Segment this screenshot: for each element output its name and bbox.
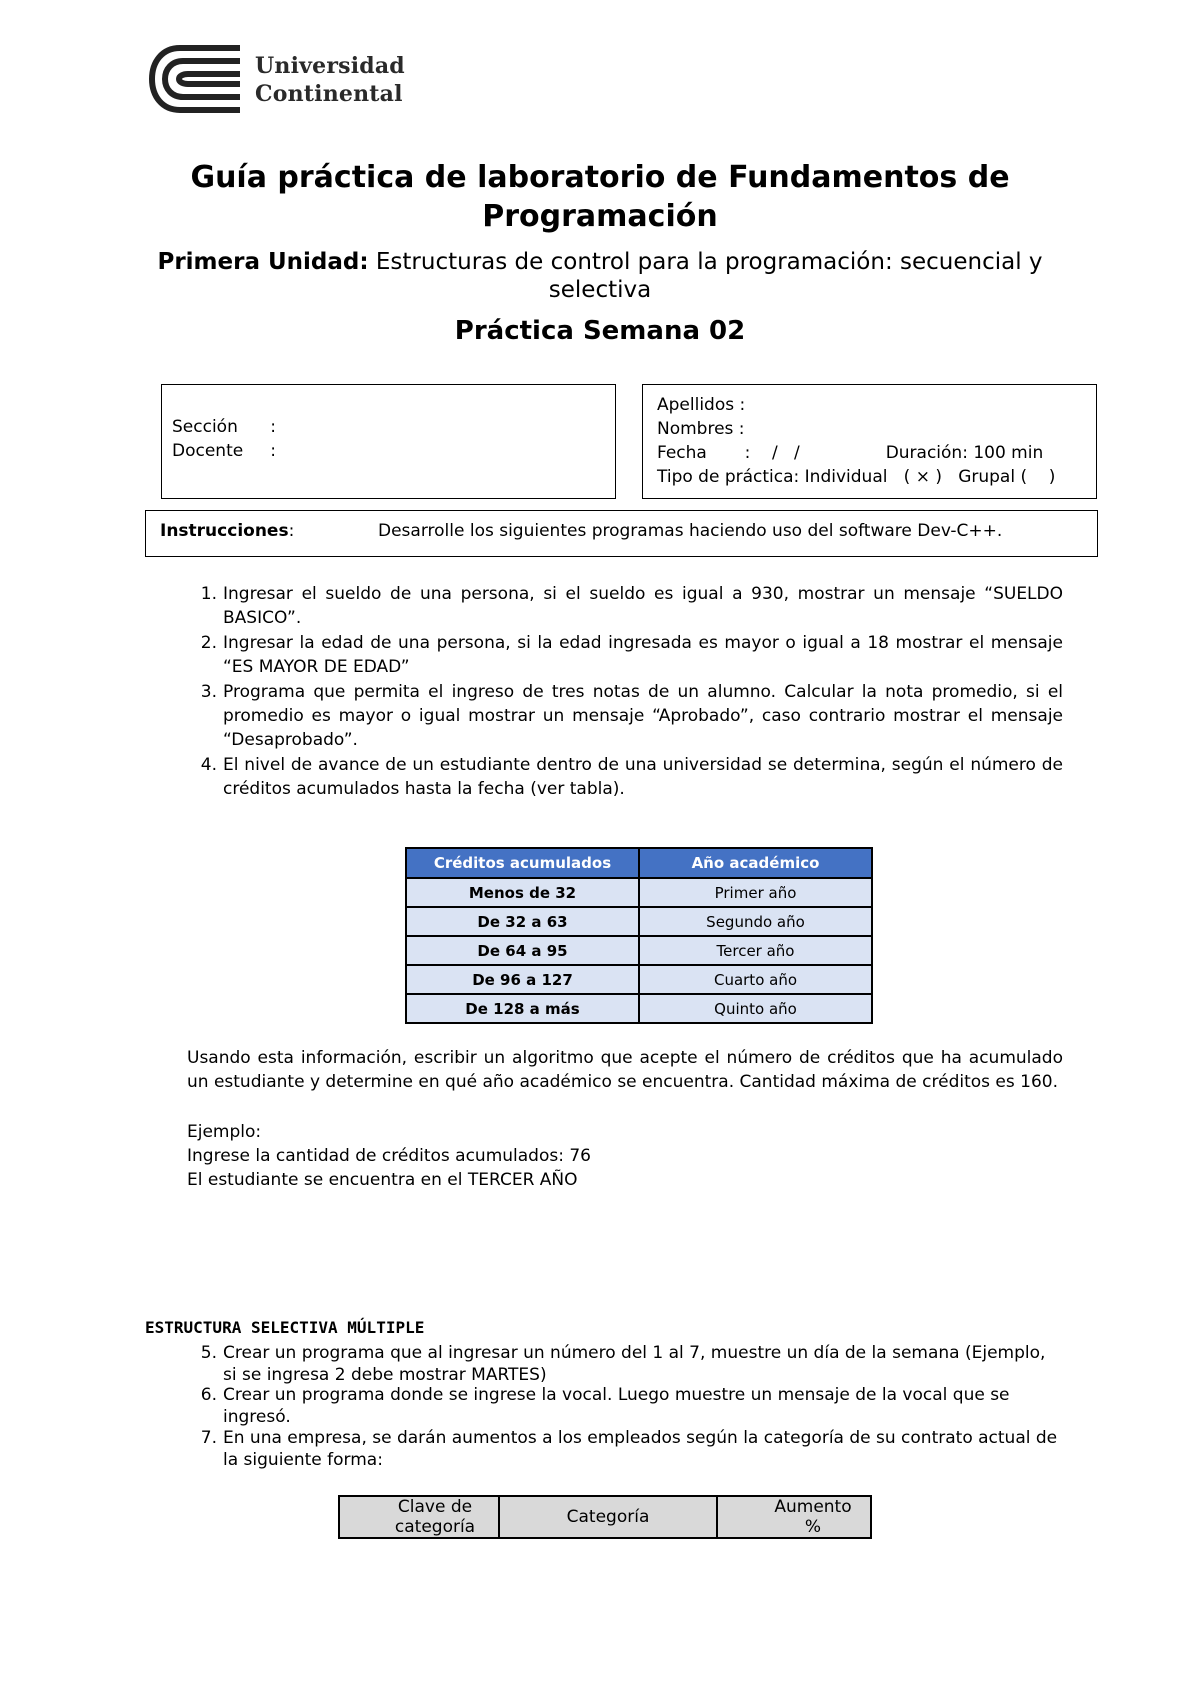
year-cell: Tercer año (639, 936, 872, 965)
duration-field: Duración: 100 min (885, 443, 1044, 463)
table-row (406, 994, 872, 1023)
category-table (338, 1495, 872, 1539)
credits-cell: De 128 a más (406, 994, 639, 1023)
credits-cell: De 96 a 127 (406, 965, 639, 994)
unit-subtitle (140, 248, 1060, 304)
example-label: Ejemplo: (187, 1122, 262, 1142)
table-row (406, 907, 872, 936)
instructions-text: Desarrolle los siguientes programas haciendo uso del software Dev-C++. (378, 521, 1003, 541)
list-item: 1. Ingresar el sueldo de una persona, si el sueldo es igual a 930, mostrar un mensaje “SUELDO BASICO”. (200, 584, 1063, 628)
date-duration-row (657, 441, 1082, 465)
section-field: Sección : (172, 417, 276, 437)
practice-title: Práctica Semana 02 (454, 316, 746, 346)
column-header: Aumento % (717, 1496, 871, 1538)
section-heading: ESTRUCTURA SELECTIVA MÚLTIPLE (145, 1318, 425, 1337)
teacher-field: Docente : (172, 441, 276, 461)
surname-field: Apellidos : (657, 395, 746, 415)
example-input: Ingrese la cantidad de créditos acumulados: 76 (187, 1146, 591, 1166)
practice-type-field: Tipo de práctica: Individual ( × ) Grupal ( ) (657, 467, 1056, 487)
column-header: Clave de categoría (339, 1496, 499, 1538)
example-output: El estudiante se encuentra en el TERCER AÑO (187, 1170, 578, 1190)
table-row (406, 878, 872, 907)
unit-label: Primera Unidad: (157, 249, 369, 275)
list-item: 7. En una empresa, se darán aumentos a los empleados según la categoría de su contrato actual de la siguiente forma: (200, 1428, 1058, 1470)
page-title: Guía práctica de laboratorio de Fundamentos de Programación (190, 160, 1010, 234)
table-row (406, 936, 872, 965)
column-header: Categoría (499, 1496, 717, 1538)
list-item: 5. Crear un programa que al ingresar un número del 1 al 7, muestre un día de la semana (Ejemplo, si se ingresa 2 debe mostrar MARTES) (200, 1343, 1046, 1385)
student-info-box (642, 384, 1097, 499)
credits-table (405, 847, 873, 1024)
table-row (406, 965, 872, 994)
date-field: Fecha : / / (657, 443, 800, 463)
table-header-row (339, 1496, 871, 1538)
list-item: 2. Ingresar la edad de una persona, si la edad ingresada es mayor o igual a 18 mostrar el mensaje “ES MAYOR DE EDAD” (200, 633, 1063, 677)
unit-text: Estructuras de control para la programación: secuencial y selectiva (375, 249, 1043, 303)
university-logo-text (255, 52, 405, 108)
table-header-row (406, 848, 872, 878)
year-cell: Segundo año (639, 907, 872, 936)
year-cell: Primer año (639, 878, 872, 907)
year-cell: Cuarto año (639, 965, 872, 994)
name-field: Nombres : (657, 419, 745, 439)
column-header: Año académico (639, 848, 872, 878)
logo-line-2: Continental (255, 81, 403, 107)
instructions-box: Instrucciones: Desarrolle los siguientes programas haciendo uso del software Dev-C++. (145, 510, 1098, 557)
credits-cell: Menos de 32 (406, 878, 639, 907)
instructions-label: Instrucciones (160, 521, 289, 541)
year-cell: Quinto año (639, 994, 872, 1023)
logo-line-1: Universidad (255, 53, 405, 79)
list-item: 4. El nivel de avance de un estudiante dentro de una universidad se determina, según el número de créditos acumulados hasta la fecha (ver tabla). (200, 755, 1063, 799)
list-item: 3. Programa que permita el ingreso de tres notas de un alumno. Calcular la nota promedio, si el promedio es mayor o igual mostrar un mensaje “Aprobado”, caso contrario mostrar el mensaje “Desaprobado”. (200, 682, 1063, 750)
credits-cell: De 32 a 63 (406, 907, 639, 936)
list-item: 6. Crear un programa donde se ingrese la vocal. Luego muestre un mensaje de la vocal que se ingresó. (200, 1385, 1010, 1427)
credits-cell: De 64 a 95 (406, 936, 639, 965)
exercise4-paragraph: Usando esta información, escribir un algoritmo que acepte el número de créditos que ha acumulado un estudiante y determine en qué año académico se encuentra. Cantidad máxima de créditos es 160. (187, 1048, 1063, 1092)
column-header: Créditos acumulados (406, 848, 639, 878)
section-teacher-box (161, 384, 616, 499)
